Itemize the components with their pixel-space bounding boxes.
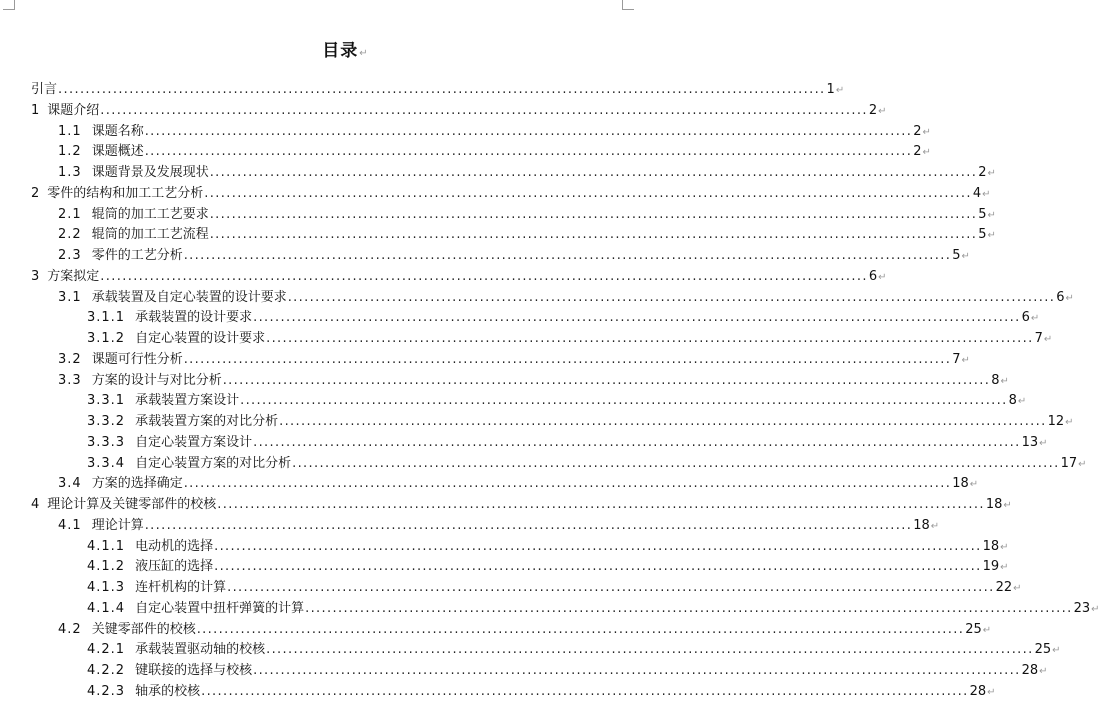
toc-leader-dots: ............................................................................................................................................ bbox=[209, 227, 978, 243]
toc-entry-page: 18 bbox=[985, 497, 1003, 512]
toc-entry-page: 6 bbox=[868, 268, 878, 284]
toc-entry-number: 4 bbox=[31, 497, 41, 512]
paragraph-mark-icon: ↵ bbox=[1030, 313, 1040, 325]
paragraph-mark-icon: ↵ bbox=[987, 230, 996, 242]
toc-entry-number: 1.2 bbox=[58, 144, 82, 160]
paragraph-mark-icon: ↵ bbox=[1043, 334, 1053, 345]
paragraph-mark-icon: ↵ bbox=[922, 147, 931, 159]
toc-entry-title: 课题概述 bbox=[91, 144, 144, 160]
paragraph-mark-icon: ↵ bbox=[1091, 603, 1100, 615]
toc-entry-page: 2 bbox=[868, 102, 878, 118]
toc-entry-title: 辊筒的加工工艺流程 bbox=[91, 227, 209, 243]
toc-entry-title: 承载装置的设计要求 bbox=[135, 310, 253, 326]
toc-entry-title: 方案的设计与对比分析 bbox=[91, 372, 222, 388]
toc-entry[interactable] bbox=[31, 99, 887, 119]
toc-entry-title: 自定心装置方案设计 bbox=[135, 434, 253, 450]
toc-entry[interactable] bbox=[58, 244, 970, 264]
toc-entry-number: 4.1 bbox=[58, 517, 82, 533]
toc-entry-page: 23 bbox=[1073, 600, 1091, 616]
toc-leader-dots: ............................................................................................................................................ bbox=[222, 372, 991, 388]
toc-entry-number: 4.1.2 bbox=[87, 559, 126, 575]
toc-entry-number: 2.3 bbox=[58, 248, 82, 263]
paragraph-mark-icon: ↵ bbox=[1039, 437, 1048, 449]
toc-entry[interactable] bbox=[87, 597, 1100, 617]
toc-entry-number: 4.2.1 bbox=[87, 642, 126, 658]
toc-leader-dots: ............................................................................................................................................ bbox=[100, 102, 868, 118]
page-corner-mark-left bbox=[3, 0, 15, 10]
toc-entry-number: 3.3.4 bbox=[87, 455, 126, 471]
toc-leader-dots: ............................................................................................................................................ bbox=[183, 351, 952, 367]
toc-entry[interactable] bbox=[31, 265, 887, 285]
toc-entry-title: 课题背景及发展现状 bbox=[91, 165, 209, 180]
paragraph-mark-icon: ↵ bbox=[1000, 562, 1009, 574]
paragraph-mark-icon: ↵ bbox=[987, 686, 996, 698]
toc-leader-dots: ............................................................................................................................................ bbox=[266, 642, 1034, 658]
toc-entry[interactable] bbox=[87, 452, 1087, 472]
toc-entry[interactable] bbox=[87, 576, 1022, 596]
toc-entry-title: 自定心装置方案的对比分析 bbox=[135, 455, 292, 471]
toc-entry[interactable] bbox=[87, 410, 1074, 430]
toc-entry-page: 13 bbox=[1021, 434, 1039, 450]
toc-entry-title: 液压缸的选择 bbox=[135, 559, 214, 575]
paragraph-mark-icon: ↵ bbox=[982, 624, 992, 636]
toc-entry-title: 课题可行性分析 bbox=[91, 351, 183, 367]
paragraph-mark-icon: ↵ bbox=[987, 209, 996, 221]
toc-entry-number: 1.3 bbox=[58, 165, 82, 180]
toc-entry-title: 零件的工艺分析 bbox=[91, 248, 183, 263]
toc-leader-dots: ............................................................................................................................................ bbox=[196, 621, 965, 637]
toc-leader-dots: ............................................................................................................................................ bbox=[305, 600, 1073, 616]
toc-entry[interactable] bbox=[58, 203, 996, 223]
paragraph-mark-icon: ↵ bbox=[878, 271, 887, 283]
toc-entry[interactable] bbox=[58, 223, 996, 243]
toc-entry[interactable] bbox=[87, 431, 1048, 451]
toc-entry[interactable] bbox=[31, 182, 991, 202]
paragraph-mark-icon: ↵ bbox=[987, 168, 996, 179]
toc-leader-dots: ............................................................................................................................................ bbox=[287, 289, 1056, 305]
toc-leader-dots: ............................................................................................................................................ bbox=[144, 144, 913, 160]
toc-entry[interactable] bbox=[31, 78, 845, 98]
toc-entry-page: 2 bbox=[913, 123, 922, 139]
toc-entry-number: 4.2.2 bbox=[87, 663, 126, 678]
toc-entry-number: 3.1.2 bbox=[87, 331, 126, 346]
toc-entry-page: 1 bbox=[826, 82, 835, 97]
toc-entry-page: 28 bbox=[969, 683, 987, 699]
toc-leader-dots: ............................................................................................................................................ bbox=[240, 393, 1008, 409]
toc-leader-dots: ............................................................................................................................................ bbox=[214, 538, 982, 554]
toc-entry[interactable] bbox=[58, 140, 931, 160]
toc-entry-number: 4.1.3 bbox=[87, 580, 126, 595]
toc-leader-dots: ............................................................................................................................................ bbox=[227, 580, 995, 595]
toc-entry-title: 键联接的选择与校核 bbox=[135, 663, 253, 678]
toc-entry-page: 7 bbox=[952, 351, 961, 367]
toc-entry-number: 3.3.1 bbox=[87, 393, 126, 409]
paragraph-mark-icon: ↵ bbox=[359, 48, 369, 59]
paragraph-mark-icon: ↵ bbox=[961, 354, 970, 366]
paragraph-mark-icon: ↵ bbox=[1003, 500, 1012, 511]
toc-entry[interactable] bbox=[58, 472, 979, 492]
toc-entry-number: 2.1 bbox=[58, 206, 82, 222]
toc-entry-number: 2 bbox=[31, 185, 41, 201]
toc-entry[interactable] bbox=[58, 348, 970, 368]
toc-entry-page: 5 bbox=[952, 248, 961, 263]
toc-title-text: 目录 bbox=[322, 41, 359, 61]
paragraph-mark-icon: ↵ bbox=[1000, 541, 1009, 553]
toc-entry-title: 理论计算 bbox=[91, 517, 144, 533]
toc-leader-dots: ............................................................................................................................................ bbox=[144, 517, 913, 533]
toc-entry-page: 7 bbox=[1034, 331, 1043, 346]
toc-entry-number: 4.1.4 bbox=[87, 600, 126, 616]
toc-entry-title: 课题介绍 bbox=[47, 102, 100, 118]
paragraph-mark-icon: ↵ bbox=[1052, 645, 1061, 657]
toc-entry-page: 8 bbox=[1008, 393, 1017, 409]
toc-entry-number: 3.3.2 bbox=[87, 414, 126, 429]
paragraph-mark-icon: ↵ bbox=[1013, 583, 1022, 594]
toc-entry-page: 4 bbox=[972, 185, 982, 201]
toc-leader-dots: ............................................................................................................................................ bbox=[214, 559, 982, 575]
toc-entry-title: 零件的结构和加工工艺分析 bbox=[47, 185, 204, 201]
toc-leader-dots: ............................................................................................................................................ bbox=[144, 123, 913, 139]
paragraph-mark-icon: ↵ bbox=[961, 251, 970, 262]
toc-leader-dots: ............................................................................................................................................ bbox=[183, 476, 952, 492]
paragraph-mark-icon: ↵ bbox=[1039, 666, 1048, 677]
toc-entry-title: 方案的选择确定 bbox=[91, 476, 183, 492]
toc-leader-dots: ............................................................................................................................................ bbox=[201, 683, 969, 699]
paragraph-mark-icon: ↵ bbox=[878, 105, 887, 117]
toc-entry-number: 3.3.3 bbox=[87, 434, 126, 450]
toc-entry-number: 3.4 bbox=[58, 476, 82, 492]
toc-entry[interactable] bbox=[58, 120, 931, 140]
toc-entry-page: 25 bbox=[1034, 642, 1052, 658]
toc-leader-dots: ............................................................................................................................................ bbox=[266, 331, 1034, 346]
paragraph-mark-icon: ↵ bbox=[1017, 396, 1027, 408]
toc-entry[interactable] bbox=[87, 389, 1027, 409]
paragraph-mark-icon: ↵ bbox=[982, 188, 991, 200]
page-corner-mark-right bbox=[622, 0, 634, 10]
toc-entry[interactable] bbox=[87, 659, 1048, 679]
toc-entry-number: 3.2 bbox=[58, 351, 82, 367]
toc-entry-number: 3.1 bbox=[58, 289, 82, 305]
toc-entry-title: 轴承的校核 bbox=[135, 683, 201, 699]
paragraph-mark-icon: ↵ bbox=[930, 520, 940, 532]
toc-entry[interactable] bbox=[87, 327, 1053, 347]
toc-leader-dots: ............................................................................................................................................ bbox=[253, 434, 1021, 450]
toc-entry[interactable] bbox=[58, 369, 1009, 389]
toc-entry-number: 3.3 bbox=[58, 372, 82, 388]
toc-entry-page: 18 bbox=[913, 517, 930, 533]
toc-entry-number: 2.2 bbox=[58, 227, 82, 243]
toc-leader-dots: ............................................................................................................................................ bbox=[183, 248, 952, 263]
toc-entry-number: 3 bbox=[31, 268, 41, 284]
toc-entry-page: 5 bbox=[978, 227, 987, 243]
paragraph-mark-icon: ↵ bbox=[969, 479, 979, 491]
toc-entry-page: 6 bbox=[1056, 289, 1065, 305]
toc-entry-title: 方案拟定 bbox=[47, 268, 100, 284]
toc-entry[interactable] bbox=[58, 286, 1074, 306]
toc-entry-page: 28 bbox=[1021, 663, 1039, 678]
toc-entry[interactable] bbox=[58, 618, 992, 638]
toc-entry-title: 自定心装置的设计要求 bbox=[135, 331, 266, 346]
toc-entry[interactable] bbox=[58, 161, 996, 181]
paragraph-mark-icon: ↵ bbox=[835, 85, 845, 96]
toc-leader-dots: ............................................................................................................................................ bbox=[253, 663, 1021, 678]
toc-entry[interactable] bbox=[87, 680, 996, 700]
toc-entry-title: 自定心装置中扭杆弹簧的计算 bbox=[135, 600, 305, 616]
toc-entry-page: 5 bbox=[978, 206, 987, 222]
toc-entry-title: 引言 bbox=[31, 82, 58, 97]
paragraph-mark-icon: ↵ bbox=[1078, 458, 1087, 470]
toc-entry-number: 1 bbox=[31, 102, 41, 118]
toc-entry-number: 4.2.3 bbox=[87, 683, 126, 699]
toc-leader-dots: ............................................................................................................................................ bbox=[253, 310, 1021, 326]
toc-entry[interactable] bbox=[87, 535, 1009, 555]
toc-entry[interactable] bbox=[58, 514, 940, 534]
toc-entry-title: 承载装置及自定心装置的设计要求 bbox=[91, 289, 287, 305]
paragraph-mark-icon: ↵ bbox=[1065, 292, 1074, 304]
toc-entry[interactable] bbox=[87, 306, 1040, 326]
toc-entry-page: 17 bbox=[1060, 455, 1078, 471]
toc-entry-number: 4.2 bbox=[58, 621, 82, 637]
toc-entry-title: 承载装置方案设计 bbox=[135, 393, 240, 409]
toc-leader-dots: ............................................................................................................................................ bbox=[204, 185, 972, 201]
toc-leader-dots: ............................................................................................................................................ bbox=[209, 165, 978, 180]
toc-leader-dots: ............................................................................................................................................ bbox=[279, 414, 1047, 429]
toc-entry-page: 18 bbox=[952, 476, 969, 492]
paragraph-mark-icon: ↵ bbox=[1065, 417, 1074, 428]
toc-entry-number: 4.1.1 bbox=[87, 538, 126, 554]
toc-leader-dots: ............................................................................................................................................ bbox=[100, 268, 868, 284]
toc-entry-page: 2 bbox=[913, 144, 922, 160]
toc-entry-page: 2 bbox=[978, 165, 987, 180]
toc-entry-title: 理论计算及关键零部件的校核 bbox=[47, 497, 217, 512]
toc-entry[interactable] bbox=[87, 555, 1009, 575]
toc-entry-title: 承载装置驱动轴的校核 bbox=[135, 642, 266, 658]
toc-entry-title: 电动机的选择 bbox=[135, 538, 214, 554]
toc-entry-number: 1.1 bbox=[58, 123, 82, 139]
toc-entry-title: 课题名称 bbox=[91, 123, 144, 139]
toc-entry-number: 3.1.1 bbox=[87, 310, 126, 326]
toc-entry[interactable] bbox=[87, 638, 1061, 658]
toc-entry-title: 辊筒的加工工艺要求 bbox=[91, 206, 209, 222]
toc-entry-page: 12 bbox=[1047, 414, 1065, 429]
toc-leader-dots: ............................................................................................................................................ bbox=[217, 497, 985, 512]
toc-leader-dots: ............................................................................................................................................ bbox=[209, 206, 978, 222]
toc-entry-page: 6 bbox=[1021, 310, 1030, 326]
toc-title bbox=[0, 36, 691, 61]
toc-entry-title: 关键零部件的校核 bbox=[91, 621, 196, 637]
toc-entry-page: 8 bbox=[991, 372, 1000, 388]
toc-entry-title: 承载装置方案的对比分析 bbox=[135, 414, 279, 429]
toc-leader-dots: ............................................................................................................................................ bbox=[292, 455, 1060, 471]
toc-entry-title: 连杆机构的计算 bbox=[135, 580, 227, 595]
paragraph-mark-icon: ↵ bbox=[922, 126, 931, 138]
paragraph-mark-icon: ↵ bbox=[1000, 375, 1009, 387]
toc-entry-page: 22 bbox=[995, 580, 1013, 595]
toc-entry[interactable] bbox=[31, 493, 1012, 513]
toc-entry-page: 18 bbox=[982, 538, 1000, 554]
toc-leader-dots: ............................................................................................................................................ bbox=[58, 82, 826, 97]
toc-entry-page: 25 bbox=[965, 621, 982, 637]
toc-entry-page: 19 bbox=[982, 559, 1000, 575]
